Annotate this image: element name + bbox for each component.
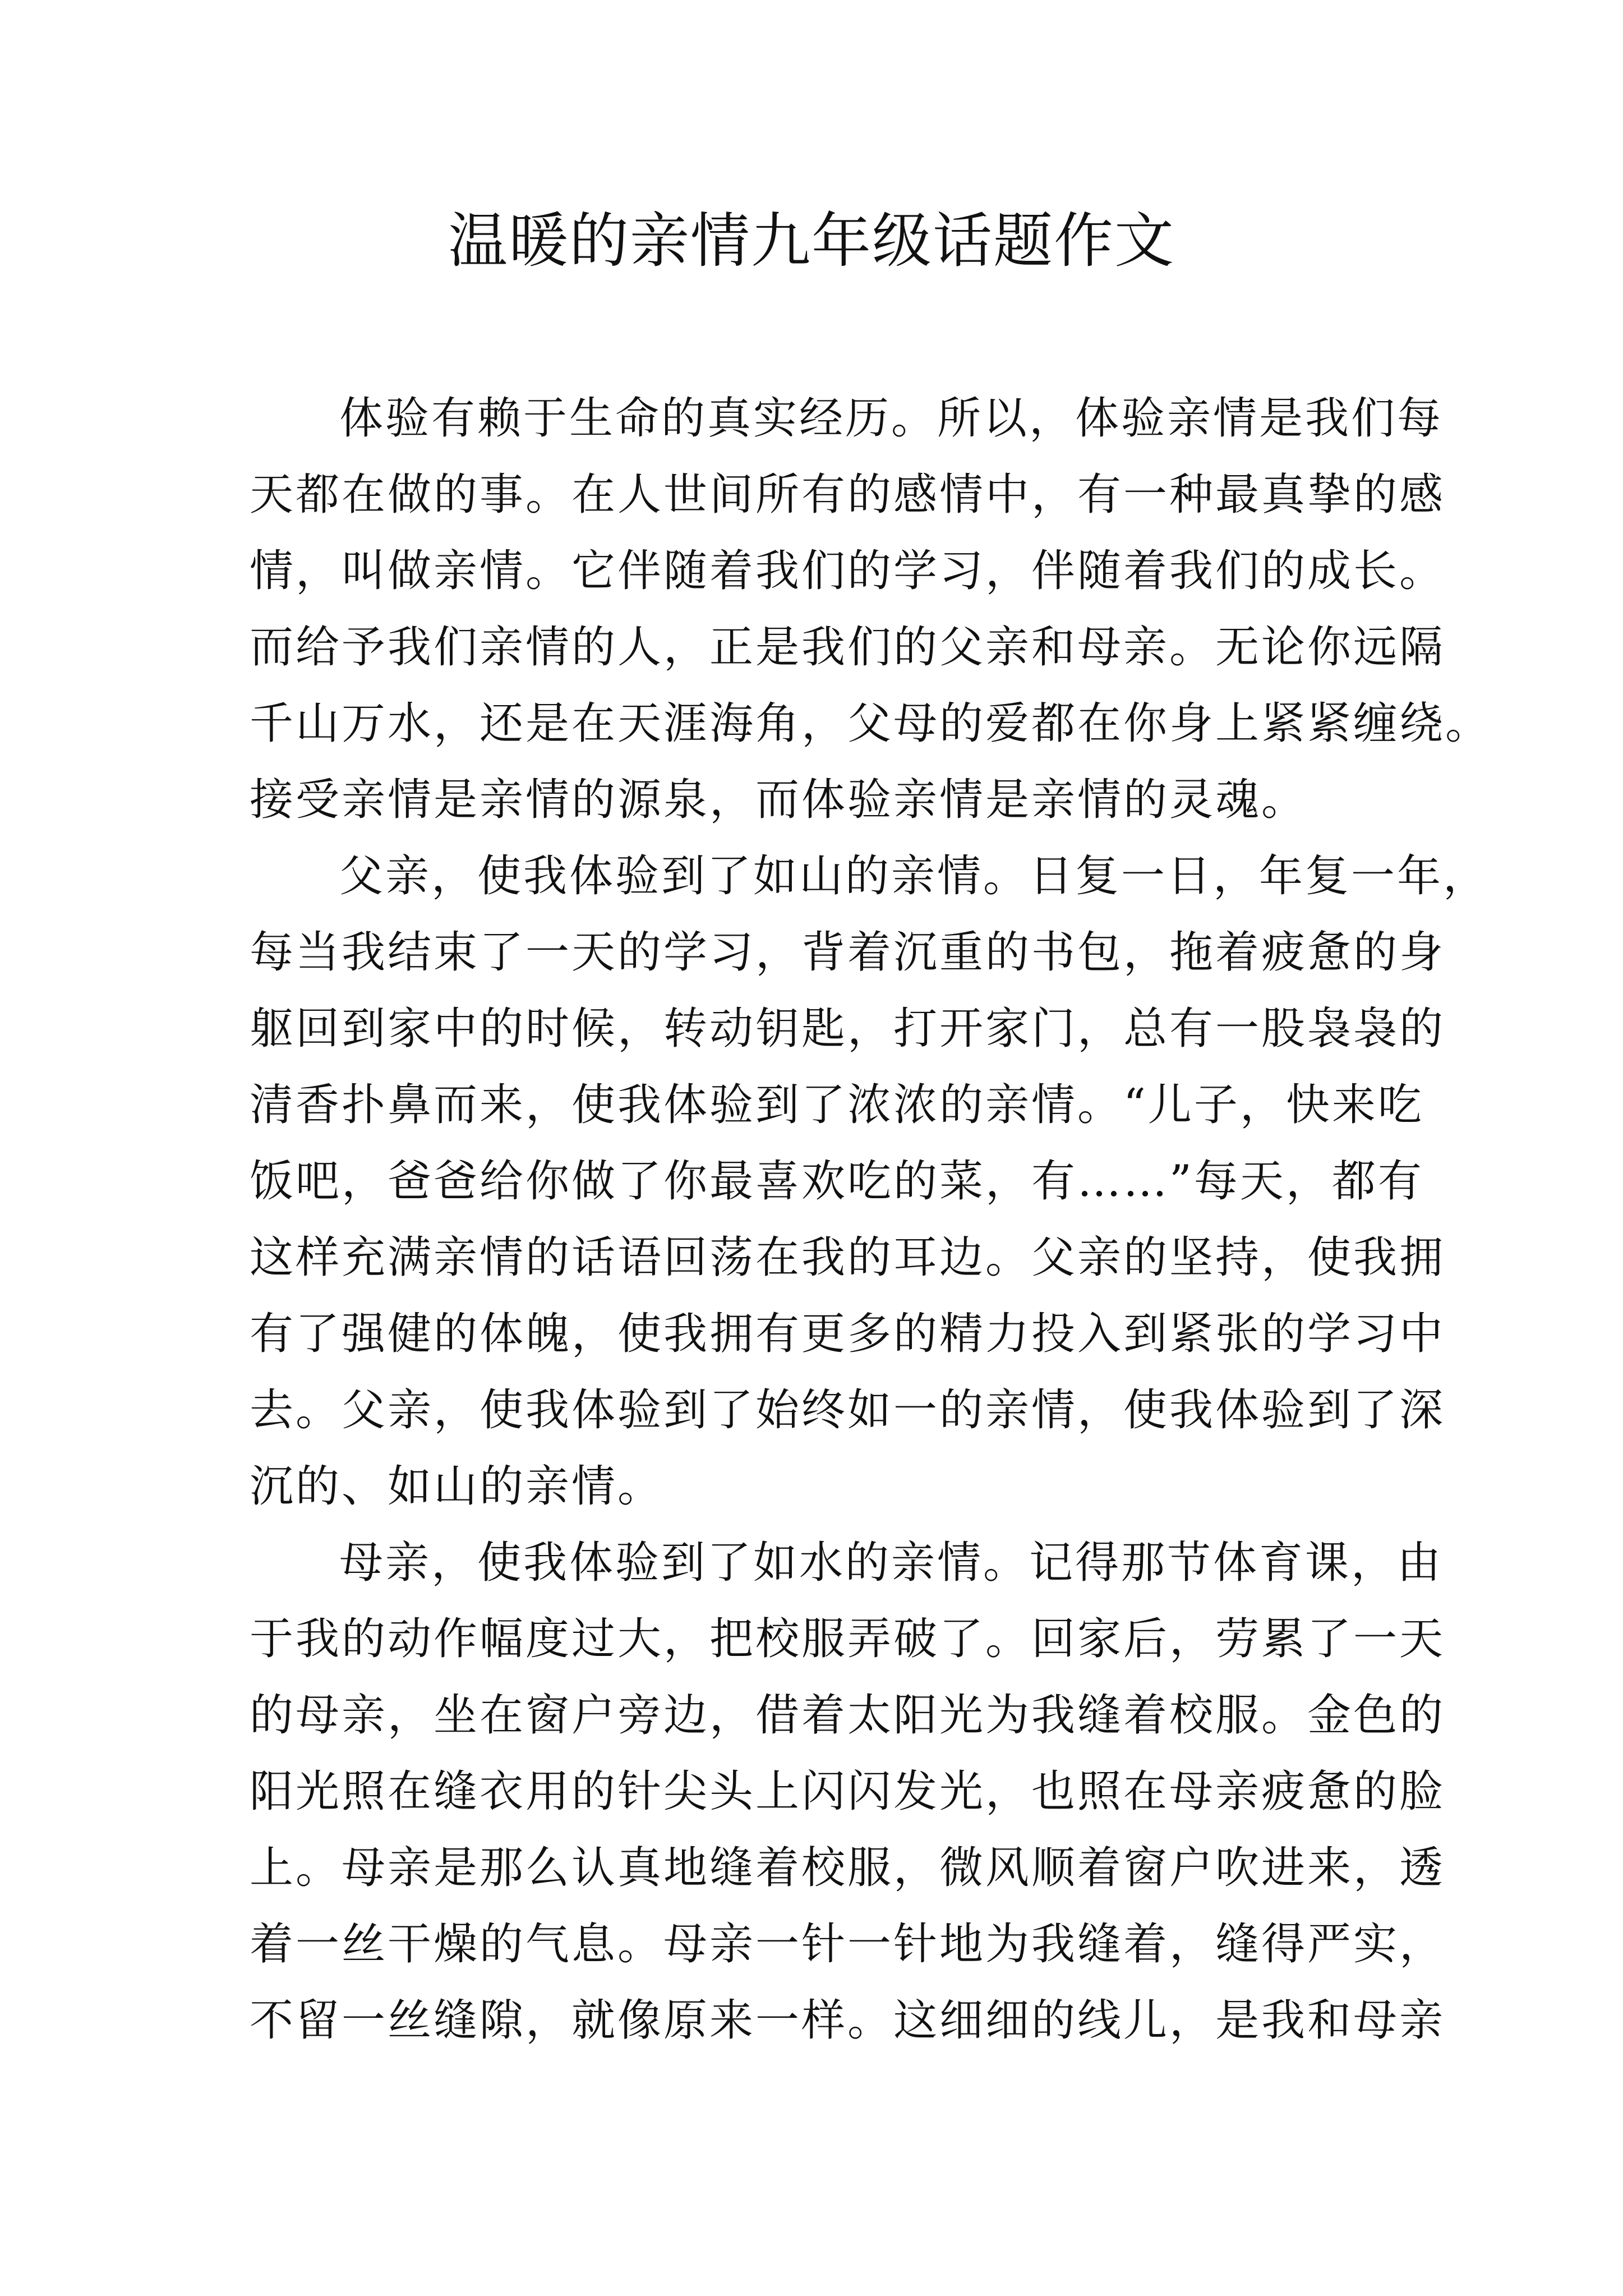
text-line: 母亲，使我体验到了如水的亲情。记得那节体育课，由 xyxy=(339,1538,1444,1588)
text-line: 的母亲，坐在窗户旁边，借着太阳光为我缝着校服。金色的 xyxy=(250,1690,1446,1741)
text-line: 不留一丝缝隙，就像原来一样。这细细的线儿，是我和母亲 xyxy=(250,1995,1446,2046)
text-line: 父亲，使我体验到了如山的亲情。日复一日，年复一年， xyxy=(339,851,1490,901)
text-line: 去。父亲，使我体验到了始终如一的亲情，使我体验到了深 xyxy=(250,1385,1446,1435)
text-line: 情，叫做亲情。它伴随着我们的学习，伴随着我们的成长。 xyxy=(250,546,1446,596)
text-line: 这样充满亲情的话语回荡在我的耳边。父亲的坚持，使我拥 xyxy=(250,1232,1446,1283)
text-line: 于我的动作幅度过大，把校服弄破了。回家后，劳累了一天 xyxy=(250,1614,1446,1664)
text-line: 接受亲情是亲情的源泉，而体验亲情是亲情的灵魂。 xyxy=(250,775,1308,825)
text-line: 每当我结束了一天的学习，背着沉重的书包，拖着疲惫的身 xyxy=(250,927,1446,978)
text-line: 着一丝干燥的气息。母亲一针一针地为我缝着，缝得严实， xyxy=(250,1919,1446,1970)
text-line: 阳光照在缝衣用的针尖头上闪闪发光，也照在母亲疲惫的脸 xyxy=(250,1766,1446,1817)
text-line: 千山万水，还是在天涯海角，父母的爱都在你身上紧紧缠绕。 xyxy=(250,698,1492,749)
text-line: 而给予我们亲情的人，正是我们的父亲和母亲。无论你远隔 xyxy=(250,622,1446,673)
text-line: 饭吧，爸爸给你做了你最喜欢吃的菜，有……”每天，都有 xyxy=(250,1156,1424,1207)
text-line: 有了强健的体魄，使我拥有更多的精力投入到紧张的学习中 xyxy=(250,1309,1446,1359)
paragraph-1 xyxy=(250,380,1492,838)
text-line: 天都在做的事。在人世间所有的感情中，有一种最真挚的感 xyxy=(250,470,1446,520)
paragraph-3 xyxy=(250,1525,1446,2059)
text-line: 上。母亲是那么认真地缝着校服，微风顺着窗户吹进来，透 xyxy=(250,1843,1446,1893)
text-line: 体验有赖于生命的真实经历。所以，体验亲情是我们每 xyxy=(339,393,1444,444)
text-line: 清香扑鼻而来，使我体验到了浓浓的亲情。“儿子，快来吃 xyxy=(250,1080,1424,1130)
text-line: 沉的、如山的亲情。 xyxy=(250,1461,664,1512)
text-line: 躯回到家中的时候，转动钥匙，打开家门，总有一股袅袅的 xyxy=(250,1004,1446,1054)
document-title: 温暖的亲情九年级话题作文 xyxy=(448,206,1175,275)
essay-body xyxy=(250,380,1492,2059)
paragraph-2 xyxy=(250,838,1490,1525)
